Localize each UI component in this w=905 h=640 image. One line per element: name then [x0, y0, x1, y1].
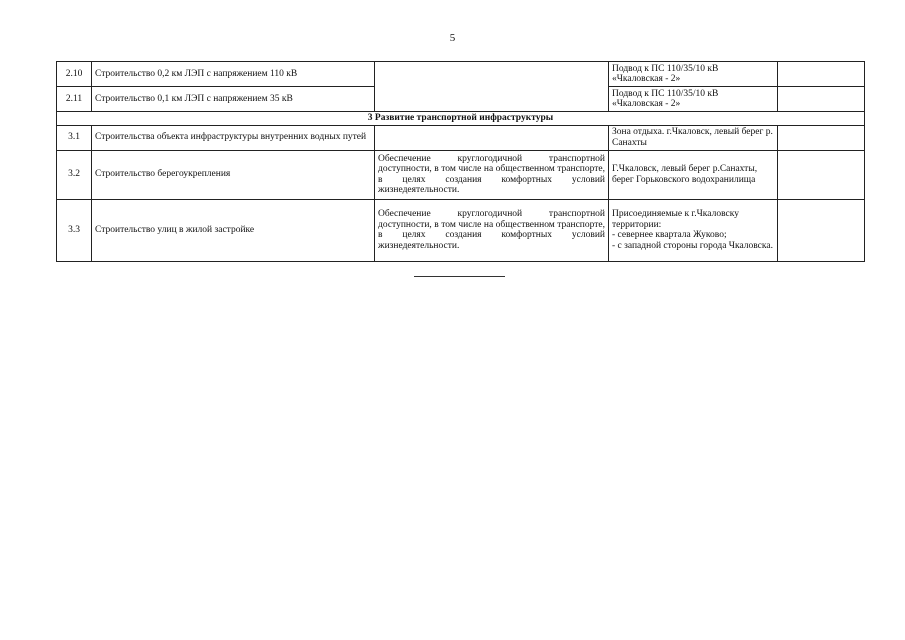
object-location — [609, 199, 778, 261]
object-name: Строительство берегоукрепления — [92, 150, 375, 199]
extra-cell — [778, 125, 865, 150]
extra-cell — [778, 87, 865, 112]
projects-table — [56, 61, 865, 262]
object-name: Строительство 0,1 км ЛЭП с напряжением 35 кВ — [92, 87, 375, 112]
section-heading: 3 Развитие транспортной инфраструктуры — [57, 112, 865, 126]
object-name: Строительство 0,2 км ЛЭП с напряжением 110 кВ — [92, 62, 375, 87]
object-location — [609, 62, 778, 87]
object-name: Строительства объекта инфраструктуры внутренних водных путей — [92, 125, 375, 150]
location-line: - севернее квартала Жуково; — [612, 230, 727, 240]
object-location — [609, 87, 778, 112]
row-number: 2.11 — [57, 87, 92, 112]
row-number: 3.2 — [57, 150, 92, 199]
row-number: 2.10 — [57, 62, 92, 87]
location-line: Подвод к ПС 110/35/10 кВ — [612, 63, 719, 74]
section-row — [57, 112, 865, 126]
location-line: «Чкаловская - 2» — [612, 74, 681, 84]
object-purpose: Обеспечение круглогодичной транспортной доступности, в том числе на общественном транспорте, в целях создания комфортных условий жизнедеятельности. — [375, 199, 609, 261]
object-name: Строительство улиц в жилой застройке — [92, 199, 375, 261]
table-row — [57, 199, 865, 261]
row-number: 3.3 — [57, 199, 92, 261]
extra-cell — [778, 199, 865, 261]
object-purpose: Обеспечение круглогодичной транспортной доступности, в том числе на общественном транспорте, в целях создания комфортных условий жизнедеятельности. — [375, 150, 609, 199]
object-purpose — [375, 125, 609, 150]
location-line: «Чкаловская - 2» — [612, 99, 681, 109]
extra-cell — [778, 62, 865, 87]
object-location: Г.Чкаловск, левый берег р.Санахты, берег Горьковского водохранилища — [609, 150, 778, 199]
page-number: 5 — [449, 32, 456, 44]
location-line: Подвод к ПС 110/35/10 кВ — [612, 88, 719, 99]
table-row — [57, 62, 865, 87]
row-number: 3.1 — [57, 125, 92, 150]
object-location: Зона отдыха. г.Чкаловск, левый берег р. Санахты — [609, 125, 778, 150]
footer-divider — [414, 276, 505, 277]
location-line: - с западной стороны города Чкаловска. — [612, 240, 773, 251]
location-line: Присоединяемые к г.Чкаловску территории: — [612, 209, 739, 230]
table-row — [57, 150, 865, 199]
object-purpose — [375, 62, 609, 112]
table-row — [57, 125, 865, 150]
extra-cell — [778, 150, 865, 199]
